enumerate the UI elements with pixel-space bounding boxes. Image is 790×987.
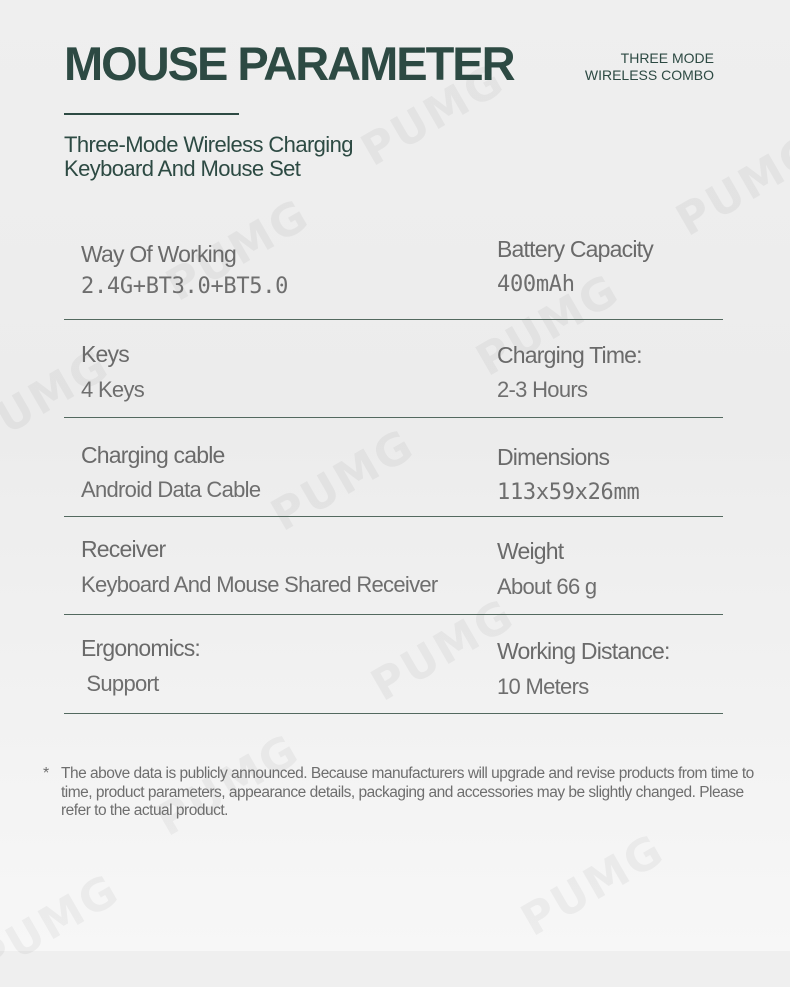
watermark — [0, 864, 128, 986]
spec-value: 10 Meters — [497, 674, 589, 699]
spec-row — [64, 320, 723, 418]
spec-value: 2.4G+BT3.0+BT5.0 — [81, 274, 289, 299]
spec-value: 4 Keys — [81, 377, 145, 402]
tagline-line: WIRELESS COMBO — [584, 67, 714, 83]
spec-item — [81, 340, 481, 404]
spec-value: Keyboard And Mouse Shared Receiver — [81, 572, 438, 597]
note-asterisk: * — [43, 765, 49, 782]
subtitle-line: Three-Mode Wireless Charging — [64, 132, 353, 157]
spec-label: Keys — [81, 341, 129, 367]
spec-label: Receiver — [81, 536, 166, 562]
tagline-line: THREE MODE — [620, 50, 714, 66]
spec-row — [64, 517, 723, 615]
spec-label: Way Of Working — [81, 241, 236, 267]
spec-value: 400mAh — [497, 272, 575, 297]
spec-label: Working Distance: — [497, 638, 670, 664]
spec-value: Android Data Cable — [81, 477, 261, 502]
watermark — [513, 824, 674, 946]
spec-item — [497, 537, 723, 601]
spec-item — [81, 634, 481, 698]
disclaimer-note — [43, 765, 755, 821]
spec-label: Charging Time: — [497, 342, 642, 368]
spec-item — [497, 341, 723, 404]
spec-item — [497, 637, 723, 701]
spec-label: Weight — [497, 538, 564, 564]
spec-item — [497, 443, 723, 507]
spec-value: 2-3 Hours — [497, 377, 588, 402]
note-text: The above data is publicly announced. Because manufacturers will upgrade and revise products from time to time, product parameters, appearance details, packaging and accessories may be slightly changed. Please refer to the actual product. — [61, 765, 754, 819]
spec-item — [81, 535, 481, 599]
spec-label: Ergonomics: — [81, 635, 201, 661]
spec-label: Dimensions — [497, 444, 610, 470]
spec-item — [81, 240, 481, 301]
spec-row — [64, 222, 723, 320]
tagline — [585, 50, 714, 84]
subtitle — [64, 133, 353, 181]
spec-value: About 66 g — [497, 574, 597, 599]
spec-label: Battery Capacity — [497, 236, 653, 262]
spec-item — [81, 441, 481, 504]
subtitle-line: Keyboard And Mouse Set — [64, 156, 301, 181]
title-underline — [64, 113, 239, 115]
spec-row — [64, 418, 723, 517]
spec-value: 113x59x26mm — [497, 480, 640, 505]
spec-value: Support — [81, 671, 159, 696]
page-title: MOUSE PARAMETER — [64, 37, 514, 90]
spec-row — [64, 615, 723, 714]
spec-item — [497, 235, 723, 299]
spec-table — [64, 222, 723, 714]
spec-label: Charging cable — [81, 442, 225, 468]
